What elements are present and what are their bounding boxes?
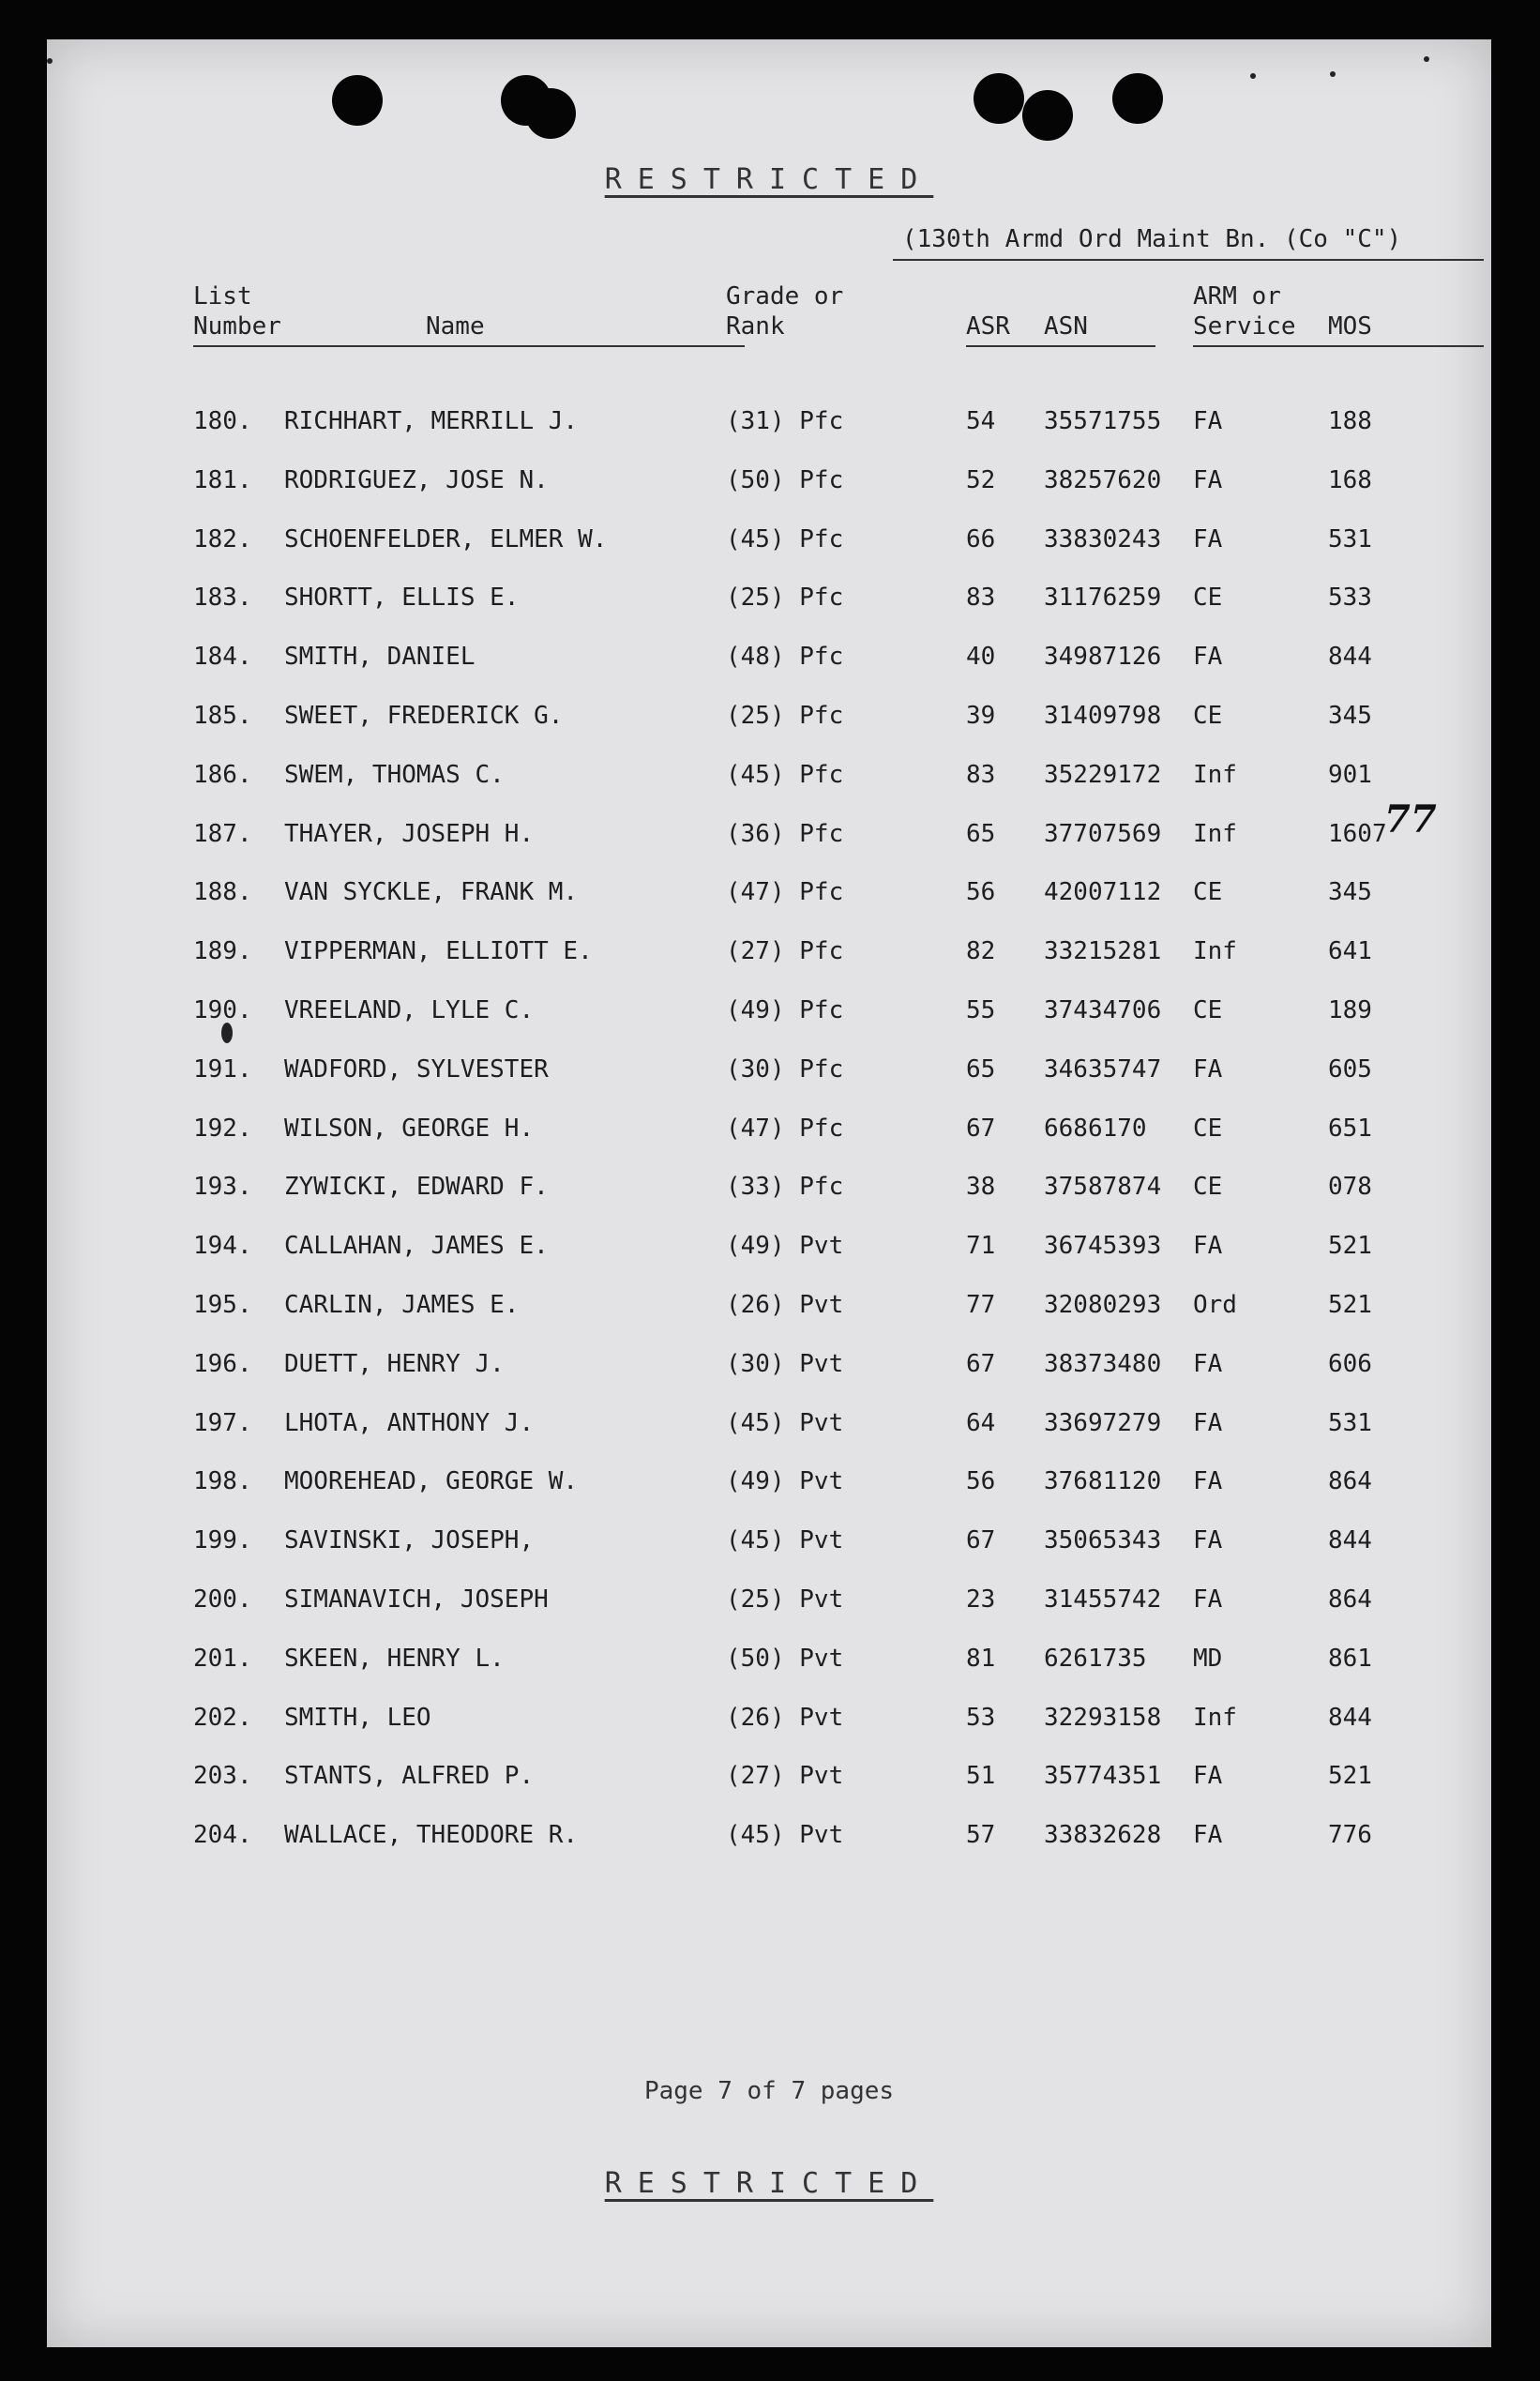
asn-number: 35774351 bbox=[1044, 1762, 1162, 1791]
table-row bbox=[47, 748, 1491, 806]
grade-rank: (25) Pfc bbox=[726, 584, 844, 613]
mos-code: 651 bbox=[1328, 1114, 1372, 1143]
table-row bbox=[47, 1278, 1491, 1336]
mos-code: 844 bbox=[1328, 1526, 1372, 1555]
asn-number: 37707569 bbox=[1044, 819, 1162, 848]
soldier-name: THAYER, JOSEPH H. bbox=[284, 819, 535, 848]
soldier-name: MOOREHEAD, GEORGE W. bbox=[284, 1467, 579, 1496]
arm-service: FA bbox=[1193, 1054, 1223, 1084]
asn-number: 6261735 bbox=[1044, 1644, 1147, 1673]
table-row bbox=[47, 924, 1491, 982]
asn-number: 36745393 bbox=[1044, 1232, 1162, 1261]
grade-rank: (49) Pvt bbox=[726, 1467, 844, 1496]
grade-rank: (48) Pfc bbox=[726, 643, 844, 672]
table-row bbox=[47, 1749, 1491, 1807]
arm-service: CE bbox=[1193, 702, 1223, 730]
soldier-name: LHOTA, ANTHONY J. bbox=[284, 1408, 535, 1437]
mos-code: 605 bbox=[1328, 1054, 1372, 1084]
list-number: 189. bbox=[193, 937, 252, 966]
mos-code: 606 bbox=[1328, 1349, 1372, 1378]
asr-score: 54 bbox=[966, 407, 996, 435]
table-row bbox=[47, 570, 1491, 629]
asr-score: 55 bbox=[966, 996, 996, 1024]
list-number: 203. bbox=[193, 1762, 252, 1791]
soldier-name: SMITH, LEO bbox=[284, 1703, 431, 1732]
mos-code: 521 bbox=[1328, 1762, 1372, 1791]
arm-service: FA bbox=[1193, 1585, 1223, 1614]
header-asr: ASR bbox=[966, 312, 1010, 341]
asr-score: 23 bbox=[966, 1585, 996, 1614]
grade-rank: (47) Pfc bbox=[726, 878, 844, 907]
soldier-name: SKEEN, HENRY L. bbox=[284, 1644, 505, 1673]
asr-score: 83 bbox=[966, 584, 996, 613]
mos-code: 641 bbox=[1328, 937, 1372, 966]
asn-number: 32293158 bbox=[1044, 1703, 1162, 1732]
header-asn: ASN bbox=[1044, 312, 1088, 341]
table-row bbox=[47, 512, 1491, 570]
mos-code: 1607 bbox=[1328, 819, 1387, 848]
asr-score: 51 bbox=[966, 1762, 996, 1791]
asn-number: 35065343 bbox=[1044, 1526, 1162, 1555]
list-number: 191. bbox=[193, 1054, 252, 1084]
table-row bbox=[47, 629, 1491, 688]
arm-service: FA bbox=[1193, 1467, 1223, 1496]
asr-score: 67 bbox=[966, 1114, 996, 1143]
ink-speck bbox=[47, 58, 53, 64]
grade-rank: (33) Pfc bbox=[726, 1173, 844, 1202]
list-number: 193. bbox=[193, 1173, 252, 1202]
asr-score: 64 bbox=[966, 1408, 996, 1437]
arm-service: CE bbox=[1193, 584, 1223, 613]
grade-rank: (30) Pfc bbox=[726, 1054, 844, 1084]
soldier-name: DUETT, HENRY J. bbox=[284, 1349, 505, 1378]
unit-text: (130th Armd Ord Maint Bn. (Co "C") bbox=[902, 225, 1402, 253]
mos-code: 188 bbox=[1328, 407, 1372, 435]
asn-number: 6686170 bbox=[1044, 1114, 1147, 1143]
classification-top: RESTRICTED bbox=[604, 163, 934, 196]
list-number: 197. bbox=[193, 1408, 252, 1437]
asn-number: 37587874 bbox=[1044, 1173, 1162, 1202]
soldier-name: VREELAND, LYLE C. bbox=[284, 996, 535, 1024]
table-row bbox=[47, 807, 1491, 865]
mos-code: 078 bbox=[1328, 1173, 1372, 1202]
header-name: Name bbox=[426, 312, 485, 341]
mos-code: 901 bbox=[1328, 760, 1372, 789]
arm-service: CE bbox=[1193, 878, 1223, 907]
soldier-name: CALLAHAN, JAMES E. bbox=[284, 1232, 549, 1261]
asr-score: 40 bbox=[966, 643, 996, 672]
mos-code: 861 bbox=[1328, 1644, 1372, 1673]
punch-hole bbox=[525, 88, 576, 139]
soldier-name: RODRIGUEZ, JOSE N. bbox=[284, 465, 549, 494]
asr-score: 66 bbox=[966, 524, 996, 554]
soldier-name: SCHOENFELDER, ELMER W. bbox=[284, 524, 608, 554]
mos-code: 189 bbox=[1328, 996, 1372, 1024]
grade-rank: (45) Pvt bbox=[726, 1526, 844, 1555]
grade-rank: (45) Pfc bbox=[726, 524, 844, 554]
asr-score: 39 bbox=[966, 702, 996, 730]
arm-service: FA bbox=[1193, 643, 1223, 672]
table-row bbox=[47, 1454, 1491, 1512]
asr-score: 83 bbox=[966, 760, 996, 789]
header-underline bbox=[193, 345, 745, 347]
asn-number: 31455742 bbox=[1044, 1585, 1162, 1614]
header-list: List bbox=[193, 282, 252, 311]
header-underline bbox=[1193, 345, 1484, 347]
arm-service: FA bbox=[1193, 1821, 1223, 1850]
asn-number: 31176259 bbox=[1044, 584, 1162, 613]
asr-score: 65 bbox=[966, 819, 996, 848]
asn-number: 32080293 bbox=[1044, 1291, 1162, 1319]
table-row bbox=[47, 1808, 1491, 1866]
asr-score: 82 bbox=[966, 937, 996, 966]
soldier-name: RICHHART, MERRILL J. bbox=[284, 407, 579, 435]
asr-score: 71 bbox=[966, 1232, 996, 1261]
grade-rank: (45) Pvt bbox=[726, 1821, 844, 1850]
punch-hole bbox=[974, 73, 1024, 124]
unit-designation bbox=[855, 225, 1484, 257]
soldier-name: STANTS, ALFRED P. bbox=[284, 1762, 535, 1791]
arm-service: CE bbox=[1193, 1173, 1223, 1202]
list-number: 194. bbox=[193, 1232, 252, 1261]
table-row bbox=[47, 453, 1491, 511]
mos-code: 844 bbox=[1328, 1703, 1372, 1732]
soldier-name: VAN SYCKLE, FRANK M. bbox=[284, 878, 579, 907]
list-number: 180. bbox=[193, 407, 252, 435]
list-number: 192. bbox=[193, 1114, 252, 1143]
asn-number: 33830243 bbox=[1044, 524, 1162, 554]
mos-code: 533 bbox=[1328, 584, 1372, 613]
grade-rank: (36) Pfc bbox=[726, 819, 844, 848]
unit-underline bbox=[893, 259, 1484, 261]
soldier-name: WADFORD, SYLVESTER bbox=[284, 1054, 549, 1084]
table-row bbox=[47, 1219, 1491, 1277]
header-mos: MOS bbox=[1328, 312, 1372, 341]
list-number: 187. bbox=[193, 819, 252, 848]
punch-hole bbox=[1022, 90, 1073, 141]
table-row bbox=[47, 1042, 1491, 1100]
arm-service: CE bbox=[1193, 1114, 1223, 1143]
grade-rank: (27) Pfc bbox=[726, 937, 844, 966]
list-number: 182. bbox=[193, 524, 252, 554]
list-number: 183. bbox=[193, 584, 252, 613]
asr-score: 56 bbox=[966, 1467, 996, 1496]
arm-service: Inf bbox=[1193, 1703, 1237, 1732]
list-number: 185. bbox=[193, 702, 252, 730]
ink-speck bbox=[1330, 71, 1336, 77]
table-row bbox=[47, 1396, 1491, 1454]
grade-rank: (25) Pvt bbox=[726, 1585, 844, 1614]
soldier-name: SAVINSKI, JOSEPH, bbox=[284, 1526, 535, 1555]
grade-rank: (49) Pfc bbox=[726, 996, 844, 1024]
soldier-name: WALLACE, THEODORE R. bbox=[284, 1821, 579, 1850]
ink-speck bbox=[1424, 56, 1429, 62]
table-row bbox=[47, 394, 1491, 452]
table-row bbox=[47, 865, 1491, 923]
grade-rank: (27) Pvt bbox=[726, 1762, 844, 1791]
table-row bbox=[47, 983, 1491, 1041]
header-underline bbox=[966, 345, 1155, 347]
page-number: Page 7 of 7 pages bbox=[643, 2077, 895, 2105]
arm-service: Ord bbox=[1193, 1291, 1237, 1319]
arm-service: CE bbox=[1193, 996, 1223, 1024]
table-row bbox=[47, 1572, 1491, 1630]
soldier-name: ZYWICKI, EDWARD F. bbox=[284, 1173, 549, 1202]
table-row bbox=[47, 1631, 1491, 1690]
punch-hole bbox=[1112, 73, 1163, 124]
arm-service: FA bbox=[1193, 1408, 1223, 1437]
asn-number: 35571755 bbox=[1044, 407, 1162, 435]
asn-number: 34635747 bbox=[1044, 1054, 1162, 1084]
asn-number: 38257620 bbox=[1044, 465, 1162, 494]
mos-code: 531 bbox=[1328, 1408, 1372, 1437]
asn-number: 37681120 bbox=[1044, 1467, 1162, 1496]
header-service: Service bbox=[1193, 312, 1296, 341]
mos-code: 864 bbox=[1328, 1467, 1372, 1496]
mos-code: 521 bbox=[1328, 1291, 1372, 1319]
mos-code: 776 bbox=[1328, 1821, 1372, 1850]
asn-number: 33832628 bbox=[1044, 1821, 1162, 1850]
asr-score: 67 bbox=[966, 1349, 996, 1378]
grade-rank: (26) Pvt bbox=[726, 1703, 844, 1732]
list-number: 195. bbox=[193, 1291, 252, 1319]
arm-service: FA bbox=[1193, 1232, 1223, 1261]
table-header bbox=[47, 281, 1491, 379]
handwritten-annotation: 77 bbox=[1384, 797, 1437, 842]
soldier-name: SWEET, FREDERICK G. bbox=[284, 702, 564, 730]
header-number: Number bbox=[193, 312, 281, 341]
asn-number: 31409798 bbox=[1044, 702, 1162, 730]
asn-number: 35229172 bbox=[1044, 760, 1162, 789]
punch-hole bbox=[332, 75, 383, 126]
table-row bbox=[47, 1337, 1491, 1395]
mos-code: 531 bbox=[1328, 524, 1372, 554]
list-number: 201. bbox=[193, 1644, 252, 1673]
header-grade: Grade or bbox=[726, 282, 844, 311]
header-rank: Rank bbox=[726, 312, 785, 341]
asr-score: 65 bbox=[966, 1054, 996, 1084]
asr-score: 56 bbox=[966, 878, 996, 907]
grade-rank: (50) Pvt bbox=[726, 1644, 844, 1673]
arm-service: Inf bbox=[1193, 760, 1237, 789]
asr-score: 38 bbox=[966, 1173, 996, 1202]
grade-rank: (47) Pfc bbox=[726, 1114, 844, 1143]
grade-rank: (26) Pvt bbox=[726, 1291, 844, 1319]
table-row bbox=[47, 1513, 1491, 1571]
asn-number: 33697279 bbox=[1044, 1408, 1162, 1437]
grade-rank: (49) Pvt bbox=[726, 1232, 844, 1261]
arm-service: FA bbox=[1193, 407, 1223, 435]
asn-number: 38373480 bbox=[1044, 1349, 1162, 1378]
list-number: 199. bbox=[193, 1526, 252, 1555]
table-row bbox=[47, 1160, 1491, 1218]
arm-service: Inf bbox=[1193, 819, 1237, 848]
soldier-name: SIMANAVICH, JOSEPH bbox=[284, 1585, 549, 1614]
list-number: 204. bbox=[193, 1821, 252, 1850]
soldier-name: WILSON, GEORGE H. bbox=[284, 1114, 535, 1143]
list-number: 181. bbox=[193, 465, 252, 494]
grade-rank: (45) Pvt bbox=[726, 1408, 844, 1437]
mos-code: 168 bbox=[1328, 465, 1372, 494]
asr-score: 52 bbox=[966, 465, 996, 494]
mos-code: 345 bbox=[1328, 878, 1372, 907]
ink-speck bbox=[1250, 73, 1256, 79]
grade-rank: (30) Pvt bbox=[726, 1349, 844, 1378]
grade-rank: (31) Pfc bbox=[726, 407, 844, 435]
asr-score: 67 bbox=[966, 1526, 996, 1555]
table-row bbox=[47, 1101, 1491, 1160]
list-number: 200. bbox=[193, 1585, 252, 1614]
document-page bbox=[47, 39, 1491, 2347]
arm-service: FA bbox=[1193, 524, 1223, 554]
asn-number: 42007112 bbox=[1044, 878, 1162, 907]
mos-code: 345 bbox=[1328, 702, 1372, 730]
soldier-name: SWEM, THOMAS C. bbox=[284, 760, 505, 789]
soldier-name: CARLIN, JAMES E. bbox=[284, 1291, 520, 1319]
arm-service: FA bbox=[1193, 1762, 1223, 1791]
asn-number: 33215281 bbox=[1044, 937, 1162, 966]
list-number: 196. bbox=[193, 1349, 252, 1378]
arm-service: Inf bbox=[1193, 937, 1237, 966]
classification-bottom: RESTRICTED bbox=[604, 2167, 934, 2200]
arm-service: FA bbox=[1193, 1349, 1223, 1378]
arm-service: FA bbox=[1193, 1526, 1223, 1555]
list-number: 190. bbox=[193, 996, 252, 1024]
list-number: 186. bbox=[193, 760, 252, 789]
asr-score: 53 bbox=[966, 1703, 996, 1732]
table-row bbox=[47, 689, 1491, 747]
list-number: 188. bbox=[193, 878, 252, 907]
asn-number: 37434706 bbox=[1044, 996, 1162, 1024]
soldier-name: SHORTT, ELLIS E. bbox=[284, 584, 520, 613]
grade-rank: (45) Pfc bbox=[726, 760, 844, 789]
arm-service: FA bbox=[1193, 465, 1223, 494]
header-arm: ARM or bbox=[1193, 282, 1281, 311]
asn-number: 34987126 bbox=[1044, 643, 1162, 672]
grade-rank: (50) Pfc bbox=[726, 465, 844, 494]
arm-service: MD bbox=[1193, 1644, 1223, 1673]
asr-score: 81 bbox=[966, 1644, 996, 1673]
soldier-name: SMITH, DANIEL bbox=[284, 643, 476, 672]
mos-code: 521 bbox=[1328, 1232, 1372, 1261]
mos-code: 844 bbox=[1328, 643, 1372, 672]
list-number: 198. bbox=[193, 1467, 252, 1496]
asr-score: 57 bbox=[966, 1821, 996, 1850]
grade-rank: (25) Pfc bbox=[726, 702, 844, 730]
table-row bbox=[47, 1691, 1491, 1749]
list-number: 202. bbox=[193, 1703, 252, 1732]
soldier-name: VIPPERMAN, ELLIOTT E. bbox=[284, 937, 593, 966]
asr-score: 77 bbox=[966, 1291, 996, 1319]
mos-code: 864 bbox=[1328, 1585, 1372, 1614]
list-number: 184. bbox=[193, 643, 252, 672]
